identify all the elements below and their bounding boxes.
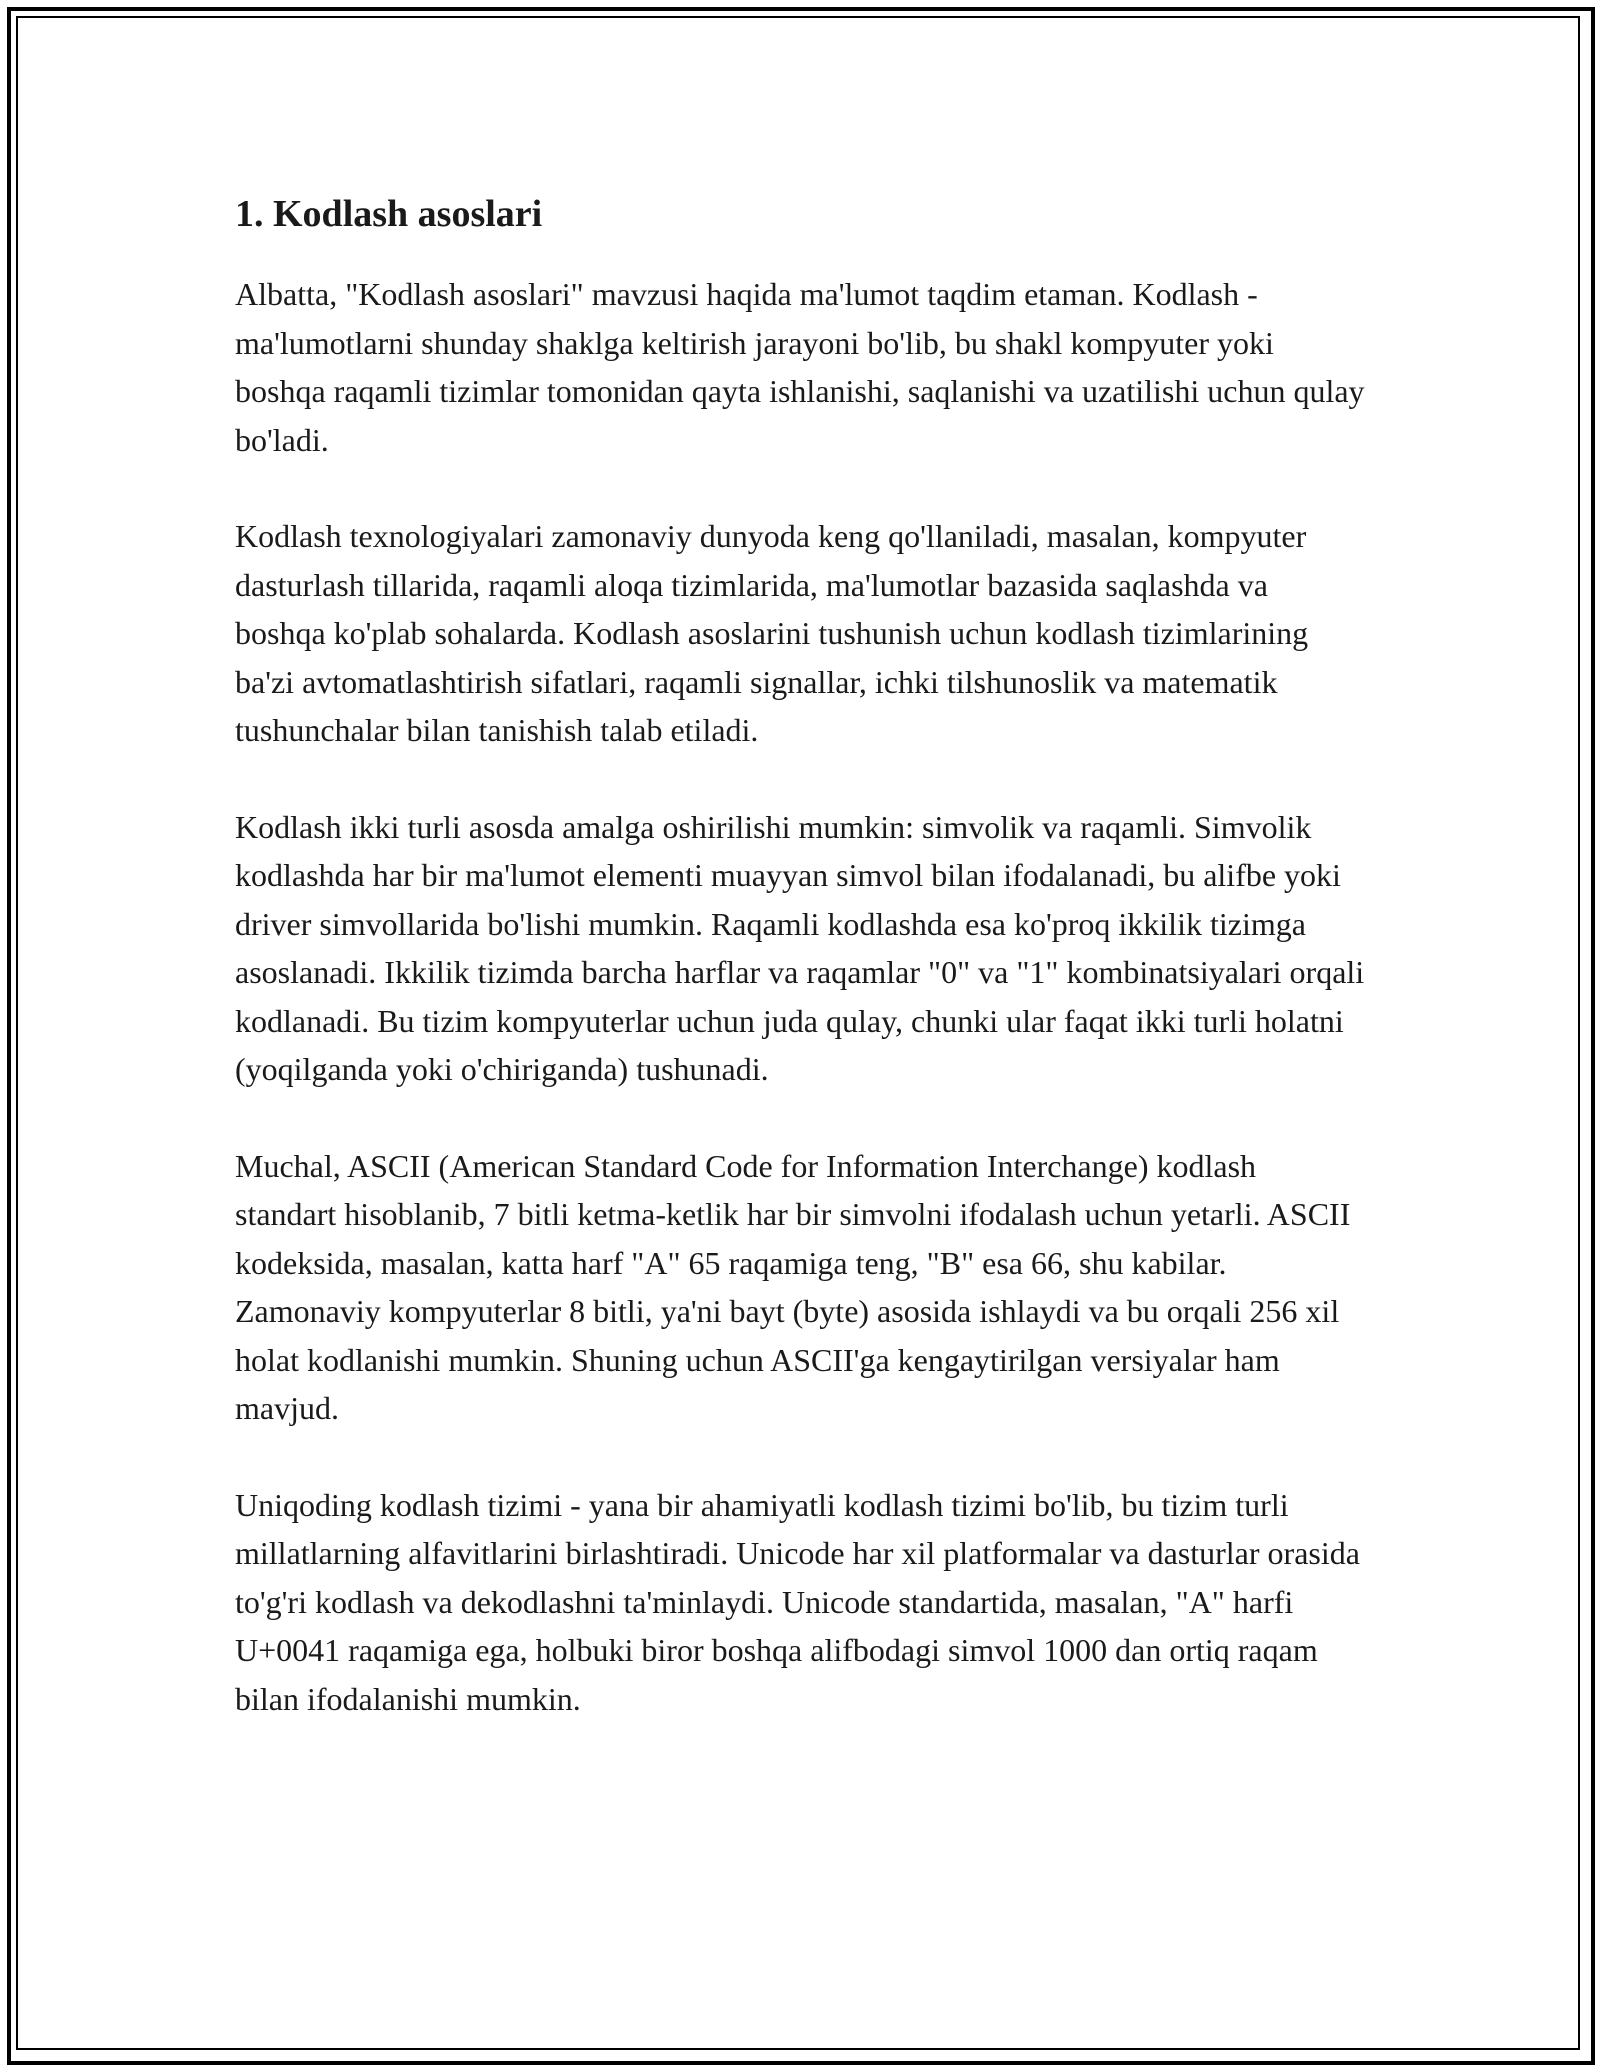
paragraph-intro: Albatta, "Kodlash asoslari" mavzusi haqida ma'lumot taqdim etaman. Kodlash - ma'lumotlarni shunday shaklga keltirish jarayoni bo'lib, bu shakl kompyuter yoki boshqa raqamli tizimlar tomonidan qayta ishlanishi, saqlanishi va uzatilishi uchun qulay bo'ladi. bbox=[235, 276, 1365, 458]
paragraph-ascii: Muchal, ASCII (American Standard Code for Information Interchange) kodlash standart hisoblanib, 7 bitli ketma-ketlik har bir simvolni ifodalash uchun yetarli. ASCII kodeksida, masalan, katta harf "A" 65 raqamiga teng, "B" esa 66, shu kabilar. Zamonaviy kompyuterlar 8 bitli, ya'ni bayt (byte) asosida ishlaydi va bu orqali 256 xil holat kodlanishi mumkin. Shuning uchun ASCII'ga kengaytirilgan versiyalar ham mavjud. bbox=[235, 1147, 1351, 1426]
paragraph-unicode: Uniqoding kodlash tizimi - yana bir ahamiyatli kodlash tizimi bo'lib, bu tizim turli millatlarning alfavitlarini birlashtiradi. Unicode har xil platformalar va dasturlar orasida to'g'ri kodlash va dekodlashni ta'minlaydi. Unicode standartida, masalan, "A" harfi U+0041 raqamiga ega, holbuki biror boshqa alifbodagi simvol 1000 dan ortiq raqam bilan ifodalanishi mumkin. bbox=[235, 1486, 1360, 1717]
document-page bbox=[235, 188, 1365, 1723]
paragraph-applications: Kodlash texnologiyalari zamonaviy dunyoda keng qo'llaniladi, masalan, kompyuter dasturlash tillarida, raqamli aloqa tizimlarida, ma'lumotlar bazasida saqlashda va boshqa ko'plab sohalarda. Kodlash asoslarini tushunish uchun kodlash tizimlarining ba'zi avtomatlashtirish sifatlari, raqamli signallar, ichki tilshunoslik va matematik tushunchalar bilan tanishish talab etiladi. bbox=[235, 518, 1309, 748]
section-heading: 1. Kodlash asoslari bbox=[235, 193, 543, 235]
paragraph-types: Kodlash ikki turli asosda amalga oshirilishi mumkin: simvolik va raqamli. Simvolik kodlashda har bir ma'lumot elementi muayyan simvol bilan ifodalanadi, bu alifbe yoki driver simvollarida bo'lishi mumkin. Raqamli kodlashda esa ko'proq ikkilik tizimga asoslanadi. Ikkilik tizimda barcha harflar va raqamlar "0" va "1" kombinatsiyalari orqali kodlanadi. Bu tizim kompyuterlar uchun juda qulay, chunki ular faqat ikki turli holatni (yoqilganda yoki o'chiriganda) tushunadi. bbox=[235, 808, 1365, 1087]
